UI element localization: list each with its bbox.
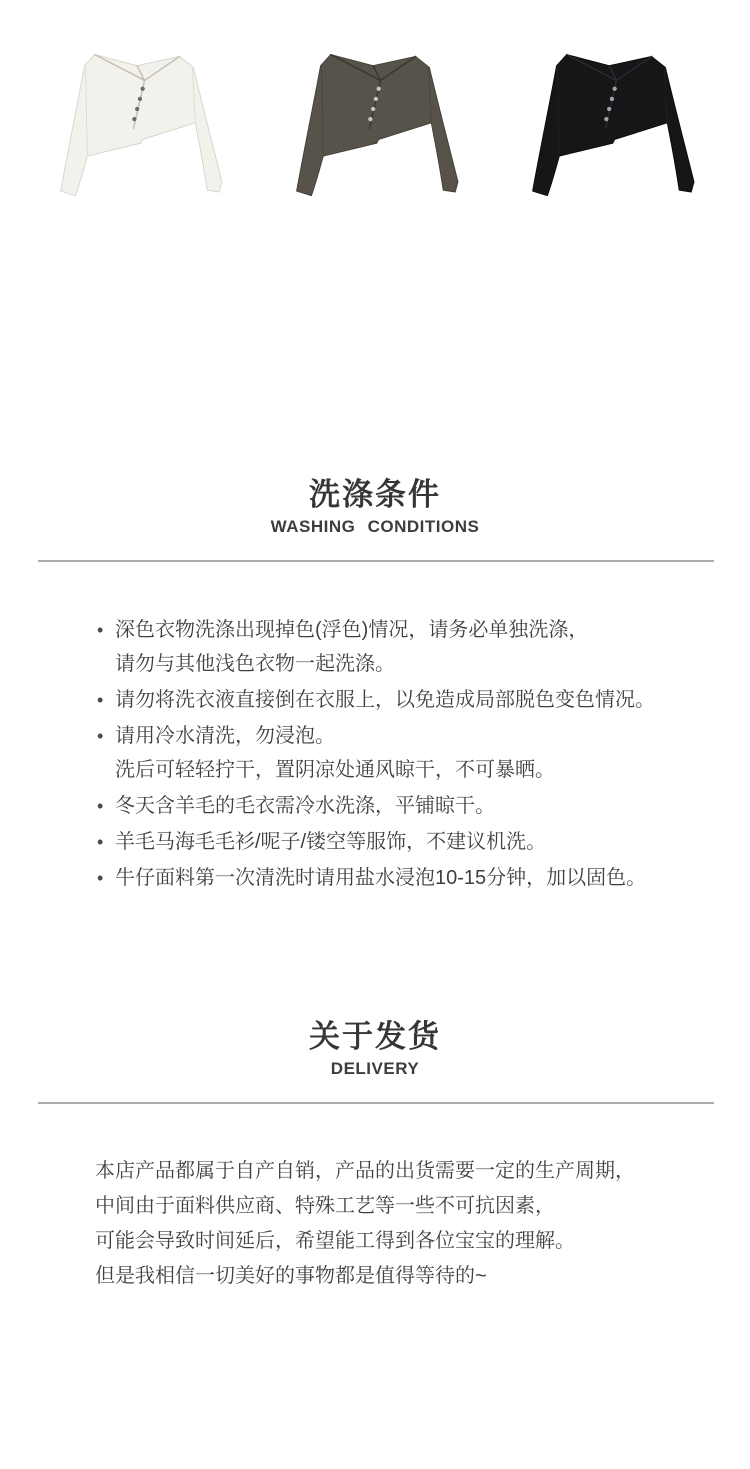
bullet-dot: •	[97, 726, 104, 746]
delivery-note-line: 本店产品都属于自产自销，产品的出货需要一定的生产周期，	[95, 1160, 635, 1182]
washing-item-line: 请勿与其他浅色衣物一起洗涤。	[115, 653, 395, 675]
washing-instructions-list	[97, 613, 710, 895]
bullet-dot: •	[97, 620, 104, 640]
delivery-note-line: 中间由于面料供应商、特殊工艺等一些不可抗因素，	[95, 1195, 555, 1217]
washing-item-line: 冬天含羊毛的毛衣需冷水洗涤，平铺晾干。	[115, 795, 495, 817]
washing-item-line: 洗后可轻轻拧干，置阴凉处通风晾干，不可暴晒。	[115, 759, 555, 781]
product-image-white	[42, 38, 236, 204]
washing-list-item	[97, 825, 710, 859]
delivery-header	[0, 1019, 750, 1080]
section-divider	[38, 1102, 714, 1104]
delivery-subtitle: DELIVERY	[330, 1059, 420, 1078]
section-divider	[38, 560, 714, 562]
washing-item-line: 深色衣物洗涤出现掉色(浮色)情况，请务必单独洗涤，	[115, 619, 589, 641]
delivery-note	[95, 1154, 710, 1294]
washing-list-item	[97, 613, 710, 681]
bullet-dot: •	[97, 868, 104, 888]
bullet-dot: •	[97, 796, 104, 816]
product-image-gray	[278, 38, 472, 204]
washing-header	[0, 477, 750, 538]
garment-illustration	[278, 38, 472, 204]
washing-title: 洗涤条件	[309, 477, 441, 512]
garment-illustration	[42, 38, 236, 204]
washing-list-item	[97, 683, 710, 717]
washing-item-line: 牛仔面料第一次清洗时请用盐水浸泡10-15分钟，加以固色。	[115, 867, 647, 889]
bullet-dot: •	[97, 690, 104, 710]
delivery-title: 关于发货	[309, 1019, 441, 1054]
garment-illustration	[514, 38, 708, 204]
delivery-note-line: 可能会导致时间延后，希望能工得到各位宝宝的理解。	[95, 1230, 575, 1252]
bullet-dot: •	[97, 832, 104, 852]
delivery-note-line: 但是我相信一切美好的事物都是值得等待的~	[95, 1265, 487, 1287]
washing-list-item	[97, 789, 710, 823]
product-colorways-row	[0, 0, 750, 204]
washing-item-line: 羊毛马海毛毛衫/呢子/镂空等服饰，不建议机洗。	[115, 831, 547, 853]
washing-item-line: 请勿将洗衣液直接倒在衣服上，以免造成局部脱色变色情况。	[115, 689, 655, 711]
washing-item-line: 请用冷水清洗，勿浸泡。	[115, 725, 335, 747]
washing-conditions-section	[0, 477, 750, 895]
washing-subtitle: WASHING CONDITIONS	[270, 517, 480, 536]
delivery-section	[0, 1019, 750, 1294]
washing-list-item	[97, 861, 710, 895]
washing-list-item	[97, 719, 710, 787]
product-image-black	[514, 38, 708, 204]
